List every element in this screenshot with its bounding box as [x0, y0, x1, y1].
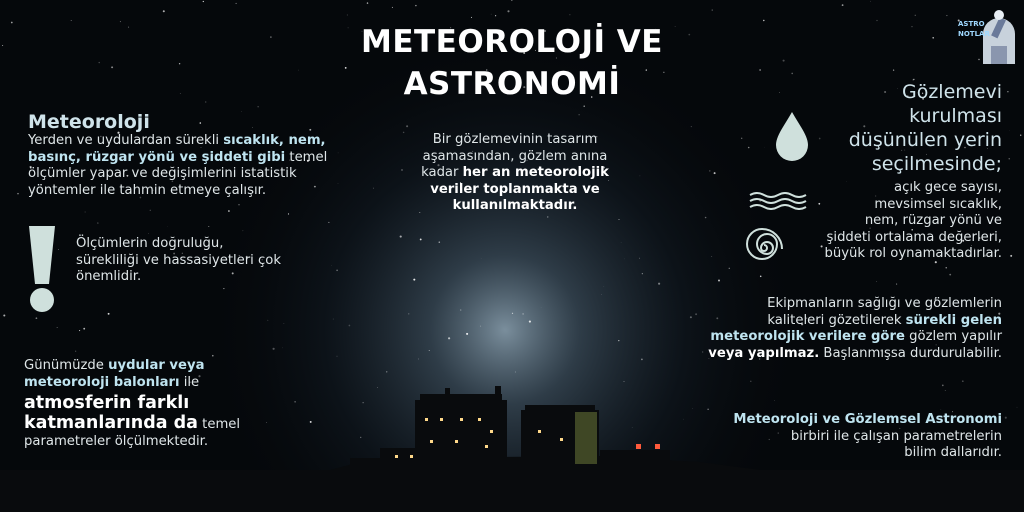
star	[377, 387, 378, 388]
star	[57, 327, 58, 328]
star	[579, 114, 580, 115]
warning-text: Ölçümlerin doğruluğu, sürekliliği ve hassasiyetleri çok önemlidir.	[76, 236, 281, 284]
star	[328, 222, 329, 223]
star	[336, 269, 338, 271]
star	[268, 320, 269, 321]
site-factors-text: açık gece sayısı, mevsimsel sıcaklık, nem, rüzgar yönü ve şiddeti ortalama değerleri, büyük rol oynamaktadırlar.	[824, 180, 1002, 261]
logo-text-notlar: NOTLAR	[958, 30, 990, 38]
star	[471, 17, 472, 18]
star	[642, 273, 643, 274]
star	[547, 216, 548, 217]
star	[763, 20, 764, 21]
star	[228, 210, 230, 212]
star	[79, 330, 80, 331]
star	[741, 138, 742, 139]
star	[415, 5, 416, 6]
star	[85, 212, 86, 213]
star	[349, 325, 351, 327]
star	[583, 105, 584, 106]
star	[413, 279, 415, 281]
star	[243, 230, 244, 231]
star	[624, 381, 625, 382]
star	[333, 319, 334, 320]
star	[75, 351, 76, 352]
star	[408, 313, 409, 314]
star	[212, 355, 214, 357]
star	[236, 3, 237, 4]
star	[363, 402, 364, 403]
star	[148, 233, 149, 234]
star	[400, 236, 402, 238]
star	[541, 307, 542, 308]
logo-text-astro: ASTRO	[958, 20, 985, 28]
star	[83, 328, 85, 330]
star	[273, 348, 275, 350]
star	[876, 281, 877, 282]
spiral-icon	[734, 222, 794, 274]
site-selection-heading: Gözlemevi kurulması düşünülen yerin seçilmesinde;	[848, 81, 1002, 175]
star	[429, 350, 430, 351]
star	[942, 385, 944, 387]
exclamation-icon	[24, 222, 60, 314]
star	[512, 313, 513, 314]
star	[200, 122, 202, 124]
droplet-icon	[772, 110, 812, 162]
star	[896, 284, 897, 285]
star	[618, 219, 619, 220]
star	[601, 294, 602, 295]
star	[208, 226, 209, 227]
star	[3, 314, 5, 316]
meteorology-intro: Yerden ve uydulardan sürekli sıcaklık, nem, basınç, rüzgar yönü ve şiddeti gibi temel ölçümler yapar ve değişimlerini istatistik yöntemler ile tahmin etmeye çalışır.	[28, 133, 328, 198]
meteorology-heading: Meteoroloji	[28, 111, 150, 133]
star	[569, 14, 570, 15]
star	[705, 217, 707, 219]
star	[238, 204, 239, 205]
star	[337, 356, 338, 357]
star	[876, 20, 877, 21]
star	[203, 1, 204, 2]
star	[621, 242, 622, 243]
star	[1010, 255, 1012, 257]
waves-icon	[748, 190, 810, 210]
star	[729, 268, 730, 269]
star	[945, 390, 946, 391]
star	[774, 400, 775, 401]
star	[707, 409, 708, 410]
star	[618, 340, 619, 341]
star	[252, 127, 253, 128]
star	[97, 223, 98, 224]
star	[36, 317, 38, 319]
star	[522, 313, 524, 315]
star	[309, 129, 311, 131]
star	[163, 10, 165, 12]
star	[949, 274, 951, 276]
star	[420, 238, 422, 240]
bottom-left-text: Günümüzde uydular veya meteoroloji balonları ile atmosferin farklı katmanlarında da temel parametreler ölçülmektedir.	[24, 358, 241, 449]
star	[962, 380, 964, 382]
star	[760, 276, 762, 278]
star	[692, 408, 693, 409]
star	[1005, 417, 1007, 419]
star	[17, 193, 19, 195]
star	[529, 321, 531, 323]
star	[439, 241, 441, 243]
star	[870, 1, 871, 2]
star	[946, 267, 947, 268]
star	[71, 20, 72, 21]
star	[347, 15, 348, 16]
star	[712, 10, 713, 11]
star	[1009, 158, 1010, 159]
star	[711, 256, 712, 257]
star	[495, 15, 496, 16]
star	[466, 333, 468, 335]
star	[288, 213, 289, 214]
equipment-text: Ekipmanların sağlığı ve gözlemlerin kaliteleri gözetilerek sürekli gelen meteorolojik verilere göre gözlem yapılır veya yapılmaz. Başlanmışsa durdurulabilir.	[708, 296, 1002, 361]
star	[946, 15, 947, 16]
star	[258, 106, 259, 107]
star	[284, 323, 285, 324]
star	[751, 381, 752, 382]
star	[748, 147, 750, 149]
star	[691, 126, 692, 127]
star	[418, 359, 419, 360]
star	[507, 10, 509, 12]
star	[714, 172, 716, 174]
star	[515, 372, 516, 373]
star	[448, 337, 450, 339]
star	[360, 437, 361, 438]
star	[842, 4, 844, 6]
page-title-line1: METEOROLOJİ VE	[361, 24, 663, 60]
star	[658, 283, 660, 285]
star	[491, 14, 492, 15]
center-text: Bir gözlemevinin tasarım aşamasından, gözlem anına kadar her an meteorolojik veriler toplanmakta ve kullanılmaktadır.	[421, 132, 609, 213]
star	[709, 170, 710, 171]
star	[367, 2, 368, 3]
star	[1020, 135, 1021, 136]
star	[718, 280, 720, 282]
star	[223, 288, 224, 289]
star	[460, 309, 462, 311]
page-title-line2: ASTRONOMİ	[403, 66, 621, 102]
closing-text: Meteoroloji ve Gözlemsel Astronomi birbiri ile çalışan parametrelerin bilim dallarıdır.	[733, 412, 1002, 460]
star	[915, 15, 916, 16]
star	[639, 258, 640, 259]
star	[406, 125, 408, 127]
star	[150, 210, 151, 211]
star	[108, 313, 110, 315]
star	[386, 371, 387, 372]
star	[392, 7, 393, 8]
star	[480, 326, 481, 327]
